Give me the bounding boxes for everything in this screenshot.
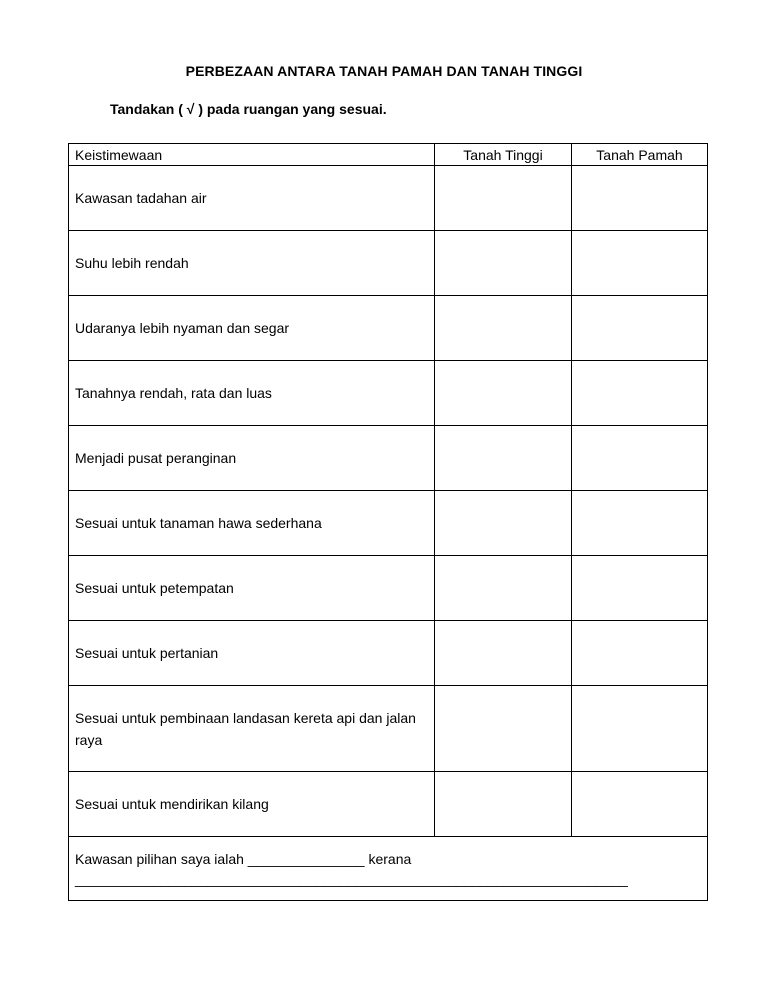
table-row [69,426,708,491]
table-row [69,621,708,686]
feature-label: Sesuai untuk mendirikan kilang [69,772,435,837]
table-row [69,686,708,772]
header-keistimewaan: Keistimewaan [69,144,435,166]
table-row [69,361,708,426]
instruction-text: Tandakan ( √ ) pada ruangan yang sesuai. [110,101,387,117]
tanah-pamah-answer-cell[interactable] [572,491,708,556]
tanah-pamah-answer-cell[interactable] [572,296,708,361]
tanah-pamah-answer-cell[interactable] [572,686,708,772]
header-tanah-pamah: Tanah Pamah [572,144,708,166]
tanah-tinggi-answer-cell[interactable] [435,296,572,361]
feature-label: Sesuai untuk tanaman hawa sederhana [69,491,435,556]
tanah-tinggi-answer-cell[interactable] [435,361,572,426]
tanah-pamah-answer-cell[interactable] [572,231,708,296]
table-header-row [69,144,708,166]
header-tanah-tinggi: Tanah Tinggi [435,144,572,166]
table-row [69,556,708,621]
tanah-tinggi-answer-cell[interactable] [435,556,572,621]
choice-prompt-line: Kawasan pilihan saya ialah _______________ kerana [75,850,412,867]
feature-label: Sesuai untuk pertanian [69,621,435,686]
table-row [69,296,708,361]
tanah-tinggi-answer-cell[interactable] [435,772,572,837]
tanah-tinggi-answer-cell[interactable] [435,686,572,772]
tanah-pamah-answer-cell[interactable] [572,556,708,621]
table-row [69,491,708,556]
tanah-tinggi-answer-cell[interactable] [435,491,572,556]
table-row [69,166,708,231]
feature-label: Tanahnya rendah, rata dan luas [69,361,435,426]
tanah-pamah-answer-cell[interactable] [572,166,708,231]
footer-row [69,837,708,901]
table-row [69,231,708,296]
feature-label: Suhu lebih rendah [69,231,435,296]
feature-label: Sesuai untuk petempatan [69,556,435,621]
feature-label: Menjadi pusat peranginan [69,426,435,491]
feature-label: Udaranya lebih nyaman dan segar [69,296,435,361]
choice-answer-blank-line: _______________________________________________________________________ [75,870,628,887]
table-row [69,772,708,837]
tanah-tinggi-answer-cell[interactable] [435,621,572,686]
comparison-table [68,143,708,901]
tanah-tinggi-answer-cell[interactable] [435,231,572,296]
feature-label: Sesuai untuk pembinaan landasan kereta api dan jalan raya [69,686,435,772]
feature-label: Kawasan tadahan air [69,166,435,231]
tanah-pamah-answer-cell[interactable] [572,426,708,491]
tanah-pamah-answer-cell[interactable] [572,361,708,426]
worksheet-title: PERBEZAAN ANTARA TANAH PAMAH DAN TANAH TINGGI [185,63,583,79]
tanah-tinggi-answer-cell[interactable] [435,166,572,231]
choice-answer-area[interactable] [69,837,708,901]
tanah-pamah-answer-cell[interactable] [572,621,708,686]
tanah-pamah-answer-cell[interactable] [572,772,708,837]
tanah-tinggi-answer-cell[interactable] [435,426,572,491]
